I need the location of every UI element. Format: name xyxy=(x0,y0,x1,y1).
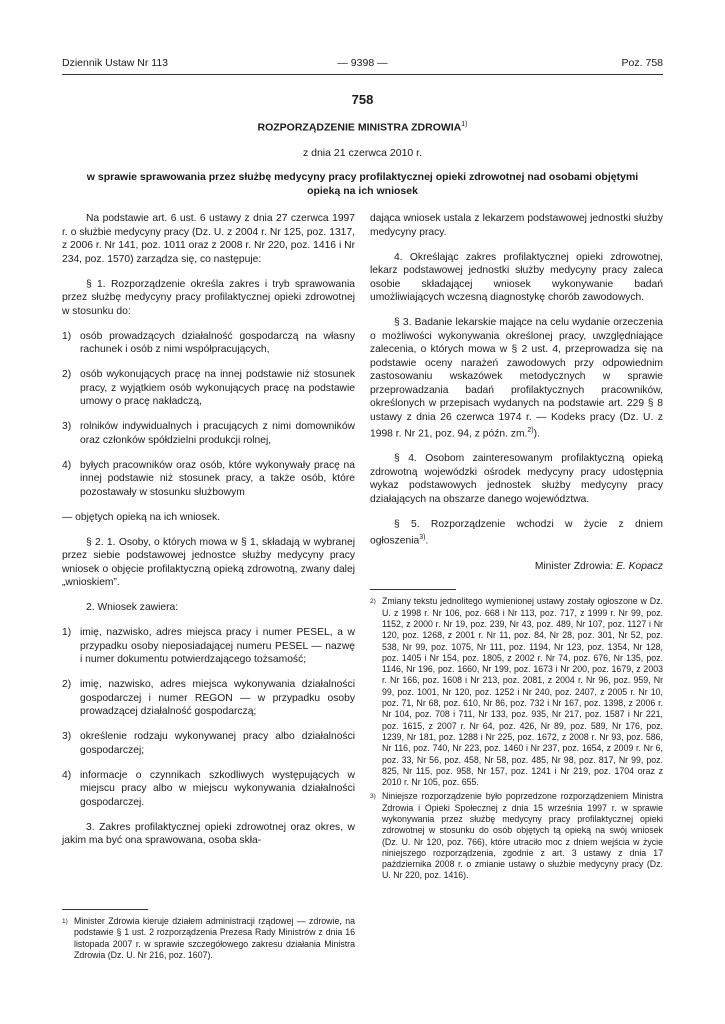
item-text: osób wykonujących pracę na innej podstawie niż stosunek pracy, z wyjątkiem osób wykonujących pracę na podstawie umowy o pracę nakładczą, xyxy=(80,369,355,407)
item-number: 1) xyxy=(62,330,72,342)
footnote-text: Niniejsze rozporządzenie było poprzedzone rozporządzeniem Ministra Zdrowia i Opieki Społecznej z dnia 15 września 1997 r. w sprawie wykonywania przez służbę medycyny pracy profilaktycznej opieki zdrowotnej w stosunku do osób objętych tą opieką na swój wniosek (Dz. U. Nr 120, poz. 766), które utraciło moc z dniem wejścia w życie niniejszego rozporządzenia, zgodnie z art. 3 ustawy z dnia 17 października 2008 r. o zmianie ustawy o służbie medycyny pracy (Dz. U. Nr 220, poz. 1416). xyxy=(382,791,663,881)
signature xyxy=(370,560,663,574)
list-item xyxy=(62,626,355,667)
footnote-divider xyxy=(370,589,456,590)
footnote-text: Minister Zdrowia kieruje działem administracji rządowej — zdrowie, na podstawie § 1 ust. 2 rozporządzenia Prezesa Rady Ministrów z dnia 16 listopada 2007 r. w sprawie szczegółowego zakresu działania Ministra Zdrowia (Dz. U. Nr 216, poz. 1607). xyxy=(74,916,355,960)
item-number: 3) xyxy=(62,731,72,742)
list-item xyxy=(62,330,355,357)
footnote-mark: 1) xyxy=(62,918,68,925)
footnote-ref: 3) xyxy=(419,534,426,542)
footnote-text: Zmiany tekstu jednolitego wymienionej ustawy zostały ogłoszone w Dz. U. z 1998 r. Nr 106, poz. 668 i Nr 113, poz. 717, z 1999 r. Nr 99, poz. 1152, z 2000 r. Nr 19, poz. 239, Nr 43, poz. 489, Nr 107, poz. 1127 i Nr 120, poz. 1268, z 2001 r. Nr 11, poz. 84, Nr 28, poz. 301, Nr 52, poz. 538, Nr 99, poz. 1075, Nr 111, poz. 1194, Nr 123, poz. 1354, Nr 128, poz. 1405 i Nr 154, poz. 1805, z 2002 r. Nr 74, poz. 676, Nr 135, poz. 1146, Nr 196, poz. 1660, Nr 199, poz. 1673 i Nr 200, poz. 1679, z 2003 r. Nr 166, poz. 1608 i Nr 213, poz. 2081, z 2004 r. Nr 96, poz. 959, Nr 99, poz. 1001, Nr 120, poz. 1252 i Nr 240, poz. 2407, z 2005 r. Nr 10, poz. 71, Nr 68, poz. 610, Nr 86, poz. 732 i Nr 167, poz. 1398, z 2006 r. Nr 104, poz. 708 i 711, Nr 133, poz. 935, Nr 217, poz. 1587 i Nr 221, poz. 1615, z 2007 r. Nr 64, poz. 426, Nr 89, poz. 589, Nr 176, poz. 1239, Nr 181, poz. 1288 i Nr 225, poz. 1672, z 2008 r. Nr 93, poz. 586, Nr 116, poz. 740, Nr 223, poz. 1460 i Nr 237, poz. 1654, z 2009 r. Nr 6, poz. 33, Nr 56, poz. 458, Nr 58, poz. 485, Nr 98, poz. 817, Nr 99, poz. 825, Nr 115, poz. 958, Nr 157, poz. 1241 i Nr 219, poz. 1704 oraz z 2010 r. Nr 105, poz. 655. xyxy=(382,596,663,788)
section-5 xyxy=(370,518,663,548)
header-divider xyxy=(62,74,663,75)
footnote-mark: 2) xyxy=(370,598,376,606)
act-subject: w sprawie sprawowania przez służbę medycyny pracy profilaktycznej opieki zdrowotnej nad osobami objętymi opieką na ich wniosek xyxy=(86,171,639,197)
section-1-tail: — objętych opieką na ich wniosek. xyxy=(62,511,220,523)
item-text: byłych pracowników oraz osób, które wykonywały pracę na innej podstawie niż stosunek pracy, a także osób, które pozostawały w stosunku służbowym xyxy=(80,459,355,498)
list-item xyxy=(62,459,355,500)
section-3-text: § 3. Badanie lekarskie mające na celu wydanie orzeczenia o możliwości wykonywania określonej pracy, uwzględniające zalecenia, o których mowa w § 2 ust. 4, przeprowadza się na podstawie oceny narażeń zawodowych przy odpowiednim zastosowaniu wskazówek metodycznych w sprawie przeprowadzania badań profilaktycznych pracowników, określonych w przepisach wydanych na podstawie art. 229 § 8 ustawy z dnia 26 czerwca 1974 r. — Kodeks pracy (Dz. U. z 1998 r. Nr 21, poz. 94, z późn. zm. xyxy=(370,317,663,440)
item-text: określenie rodzaju wykonywanej pracy albo działalności gospodarczej; xyxy=(80,731,355,756)
item-number: 2) xyxy=(62,369,72,380)
section-4: § 4. Osobom zainteresowanym profilaktyczną opieką zdrowotną wojewódzki ośrodek medycyny pracy udostępnia wykaz podstawowych jednostek służby medycyny pracy działających na obszarze danego województwa. xyxy=(370,453,663,505)
footnote-2 xyxy=(370,596,663,788)
act-title xyxy=(0,121,725,134)
act-number: 758 xyxy=(351,92,374,107)
signature-name: E. Kopacz xyxy=(616,560,663,572)
act-date: z dnia 21 czerwca 2010 r. xyxy=(302,147,423,159)
section-3-end: ). xyxy=(533,428,540,440)
list-item xyxy=(62,420,355,447)
item-text: informacje o czynnikach szkodliwych występujących w miejscu pracy albo w miejscu wykonywania działalności gospodarczej. xyxy=(80,769,355,808)
item-text: imię, nazwisko, adres miejsca wykonywania działalności gospodarczej i numer REGON — w przypadku osoby prowadzącej działalność gospodarczą; xyxy=(80,679,355,717)
item-number: 3) xyxy=(62,421,72,432)
list-item xyxy=(62,769,355,810)
act-title-text: ROZPORZĄDZENIE MINISTRA ZDROWIA xyxy=(257,121,462,134)
list-item xyxy=(62,678,355,719)
footnote-divider xyxy=(62,909,148,910)
position-number: Poz. 758 xyxy=(621,57,663,69)
section-2-3: 3. Zakres profilaktycznej opieki zdrowotnej oraz okres, w jakim ma być ona sprawowana, osoba skła- xyxy=(62,821,355,846)
signature-role: Minister Zdrowia: xyxy=(534,560,617,572)
item-number: 2) xyxy=(62,679,72,690)
footnote-3 xyxy=(370,791,663,881)
section-5-end: . xyxy=(425,535,429,547)
section-2-4: 4. Określając zakres profilaktycznej opieki zdrowotnej, lekarz podstawowej jednostki służby medycyny pracy zaleca osobie składającej wniosek wykonywanie badań umożliwiających wczesną diagnostykę chorób zawodowych. xyxy=(370,251,663,303)
section-2-2: 2. Wniosek zawiera: xyxy=(86,602,179,613)
left-footnotes xyxy=(62,905,355,964)
journal-name: Dziennik Ustaw Nr 113 xyxy=(62,57,169,69)
section-3 xyxy=(370,316,663,441)
item-text: imię, nazwisko, adres miejsca pracy i numer PESEL, a w przypadku osoby nieposiadającej numeru PESEL — nazwę i numer dokumentu potwierdzającego tożsamość; xyxy=(80,627,355,665)
footnote-ref: 2) xyxy=(527,427,534,434)
section-5-text: § 5. Rozporządzenie wchodzi w życie z dniem ogłoszenia xyxy=(370,518,663,547)
footnote-mark: 3) xyxy=(370,793,376,801)
item-text: osób prowadzących działalność gospodarczą na własny rachunek i osób z nimi współpracujących, xyxy=(80,330,355,355)
item-number: 4) xyxy=(62,769,72,781)
section-1: § 1. Rozporządzenie określa zakres i tryb sprawowania przez służbę medycyny pracy profilaktycznej opieki zdrowotnej w stosunku do: xyxy=(62,278,355,317)
page-header xyxy=(62,57,663,73)
preamble: Na podstawie art. 6 ust. 6 ustawy z dnia 27 czerwca 1997 r. o służbie medycyny pracy (Dz. U. z 2004 r. Nr 125, poz. 1317, z 2006 r. Nr 141, poz. 1011 oraz z 2008 r. Nr 220, poz. 1416 i Nr 234, poz. 1570) zarządza się, co następuje: xyxy=(62,213,355,265)
footnote-1 xyxy=(62,916,355,961)
item-text: rolników indywidualnych i pracujących z nimi domowników oraz członków spółdzielni produkcji rolnej, xyxy=(80,421,355,446)
list-item xyxy=(62,368,355,409)
title-footnote-ref: 1) xyxy=(461,121,468,128)
item-number: 4) xyxy=(62,459,72,471)
left-column xyxy=(62,212,355,859)
item-number: 1) xyxy=(62,627,72,638)
section-2-1: § 2. 1. Osoby, o których mowa w § 1, składają w wybranej przez siebie podstawowej jednostce służby medycyny pracy wniosek o objęcie profilaktyczną opieką zdrowotną, zwany dalej „wnioskiem”. xyxy=(62,536,355,588)
list-item xyxy=(62,730,355,757)
right-column xyxy=(370,212,663,885)
page-number: — 9398 — xyxy=(337,57,388,69)
section-2-3-cont: dająca wniosek ustala z lekarzem podstawowej jednostki służby medycyny pracy. xyxy=(370,213,663,238)
